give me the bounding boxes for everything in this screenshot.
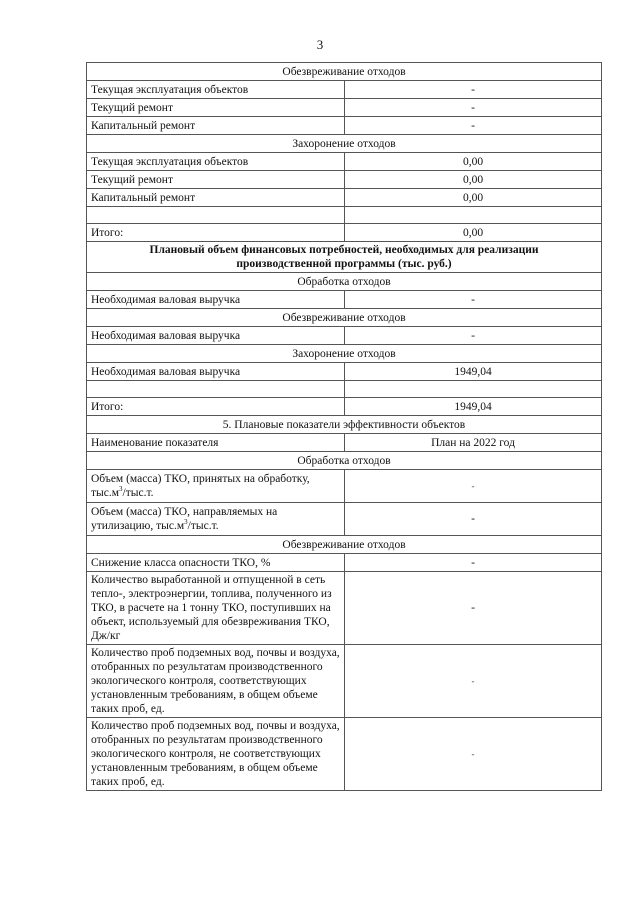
row-label: Снижение класса опасности ТКО, % [87, 554, 345, 572]
section-title: Обезвреживание отходов [87, 63, 602, 81]
section-header-row [87, 536, 602, 554]
planned-heading-line2: производственной программы (тыс. руб.) [236, 258, 452, 270]
table-row [87, 81, 602, 99]
superscript: 3 [184, 518, 188, 527]
row-label: Капитальный ремонт [87, 117, 345, 135]
section-header-row [87, 63, 602, 81]
row-label: Капитальный ремонт [87, 189, 345, 207]
planned-heading-row [87, 242, 602, 273]
section-header-row [87, 416, 602, 434]
empty-cell [345, 381, 602, 398]
table-row [87, 718, 602, 791]
row-value: - [345, 327, 602, 345]
empty-cell [345, 207, 602, 224]
column-header-row [87, 434, 602, 452]
row-label-main: Объем (масса) ТКО, направляемых на [91, 506, 278, 518]
row-value: - [345, 645, 602, 718]
row-label: Количество выработанной и отпущенной в сеть тепло-, электроэнергии, топлива, полученного из ТКО, в расчете на 1 тонну ТКО, поступивших на объект, используемый для обезвреживания ТКО, Дж/кг [87, 572, 345, 645]
row-label: Текущая эксплуатация объектов [87, 153, 345, 171]
row-value: 0,00 [345, 171, 602, 189]
section-title: Обезвреживание отходов [87, 536, 602, 554]
col-header-name: Наименование показателя [87, 434, 345, 452]
empty-row [87, 381, 602, 398]
row-value: - [345, 291, 602, 309]
total-label: Итого: [87, 224, 345, 242]
total-row [87, 398, 602, 416]
section-title: Захоронение отходов [87, 135, 602, 153]
row-label: Текущая эксплуатация объектов [87, 81, 345, 99]
program-table [86, 62, 602, 791]
superscript: 3 [119, 485, 123, 494]
row-label: Текущий ремонт [87, 171, 345, 189]
row-value: - [345, 99, 602, 117]
empty-row [87, 207, 602, 224]
row-label-main: Объем (масса) ТКО, принятых на обработку, [91, 473, 310, 485]
total-row [87, 224, 602, 242]
empty-cell [87, 381, 345, 398]
row-label: Необходимая валовая выручка [87, 291, 345, 309]
row-value: - [345, 117, 602, 135]
row-label-unit: /тыс.т. [187, 520, 219, 532]
section-header-row [87, 309, 602, 327]
row-label: Текущий ремонт [87, 99, 345, 117]
total-value: 1949,04 [345, 398, 602, 416]
section-title: Обработка отходов [87, 452, 602, 470]
row-label: Количество проб подземных вод, почвы и воздуха, отобранных по результатам производственного экологического контроля, соответствующих установленным требованиям, в общем объеме таких проб, ед. [87, 645, 345, 718]
row-value: 1949,04 [345, 363, 602, 381]
table-row [87, 291, 602, 309]
planned-heading [87, 242, 602, 273]
row-value: - [345, 503, 602, 536]
table-row [87, 171, 602, 189]
section-title: Обработка отходов [87, 273, 602, 291]
section-header-row [87, 135, 602, 153]
row-label: Необходимая валовая выручка [87, 327, 345, 345]
row-value: 0,00 [345, 153, 602, 171]
row-label-unit: /тыс.т. [122, 487, 154, 499]
section-header-row [87, 452, 602, 470]
empty-cell [87, 207, 345, 224]
row-value: - [345, 81, 602, 99]
row-label: Количество проб подземных вод, почвы и воздуха, отобранных по результатам производственного экологического контроля, не соответствующих установленным требованиям, в общем объеме таких проб, ед. [87, 718, 345, 791]
row-label [87, 503, 345, 536]
table-row [87, 572, 602, 645]
section-title: Захоронение отходов [87, 345, 602, 363]
section5-title: 5. Плановые показатели эффективности объектов [87, 416, 602, 434]
total-value: 0,00 [345, 224, 602, 242]
col-header-plan: План на 2022 год [345, 434, 602, 452]
table-row [87, 645, 602, 718]
table-row [87, 117, 602, 135]
table-row [87, 327, 602, 345]
table-row [87, 363, 602, 381]
row-value: 0,00 [345, 189, 602, 207]
row-value: - [345, 572, 602, 645]
row-value: - [345, 718, 602, 791]
row-label-unit: тыс.м [91, 487, 120, 499]
row-label [87, 470, 345, 503]
table-row [87, 503, 602, 536]
table-row [87, 189, 602, 207]
section-header-row [87, 345, 602, 363]
row-label-unit: утилизацию, тыс.м [91, 520, 185, 532]
table-row [87, 99, 602, 117]
table-row [87, 470, 602, 503]
section-header-row [87, 273, 602, 291]
page-number: 3 [316, 37, 324, 52]
row-label: Необходимая валовая выручка [87, 363, 345, 381]
total-label: Итого: [87, 398, 345, 416]
row-value: - [345, 554, 602, 572]
planned-heading-line1: Плановый объем финансовых потребностей, необходимых для реализации [149, 244, 539, 256]
table-row [87, 153, 602, 171]
table-row [87, 554, 602, 572]
row-value: - [345, 470, 602, 503]
section-title: Обезвреживание отходов [87, 309, 602, 327]
